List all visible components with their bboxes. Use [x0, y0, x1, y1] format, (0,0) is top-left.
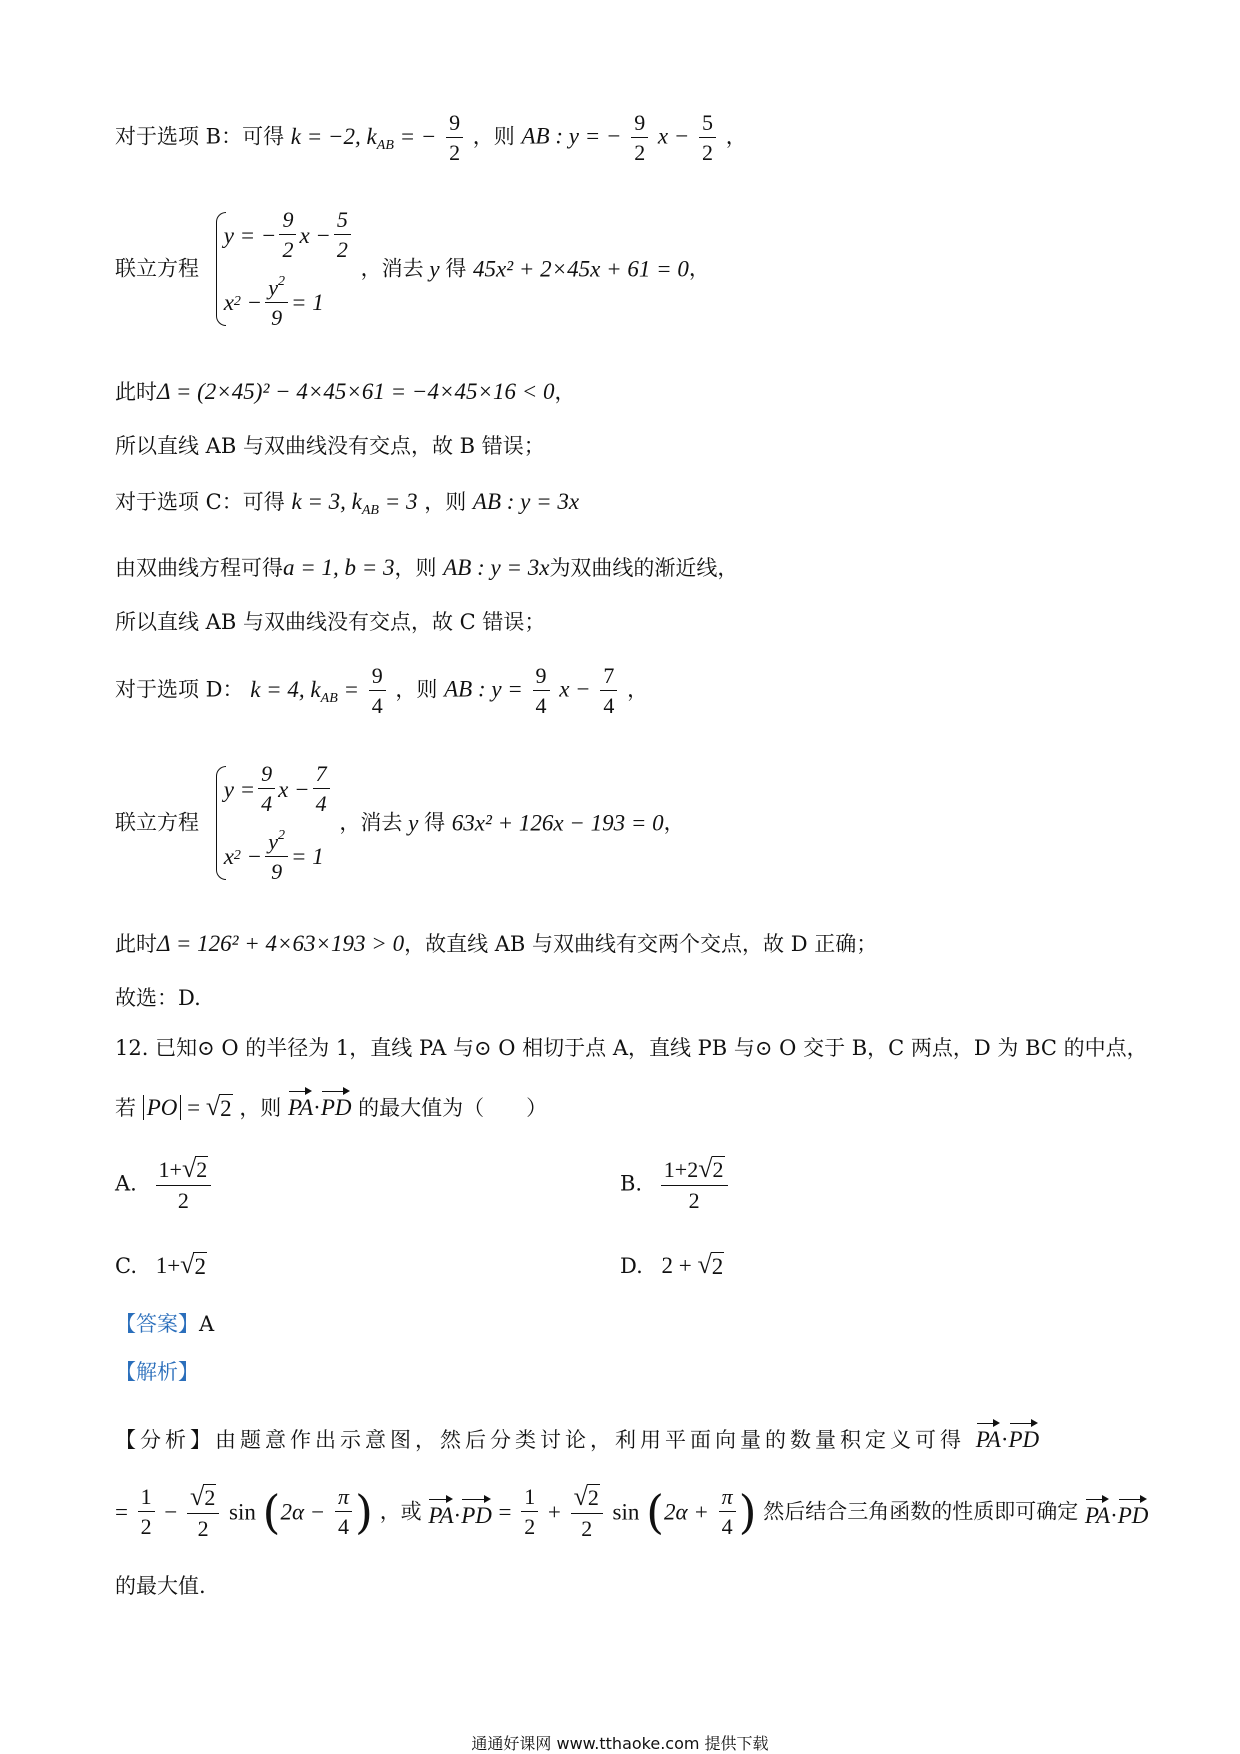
system-d-line: [115, 762, 685, 884]
option-expr: 2 + √ 2: [661, 1250, 724, 1279]
conclusion-c: 所以直线 AB 与双曲线没有交点，故 C 错误；: [115, 610, 546, 634]
analysis-line1: 【分析】由题意作出示意图，然后分类讨论，利用平面向量的数量积定义可得 PA·PD: [115, 1422, 1039, 1451]
equals: =: [181, 1095, 206, 1120]
ab-values: a = 1, b = 3: [283, 555, 395, 580]
system-label: 联立方程: [115, 256, 199, 281]
frac: $\frac{9}{2}$: [631, 112, 648, 164]
vector-pd: PD: [1118, 1498, 1149, 1527]
text: 的最大值为（ ）: [358, 1096, 548, 1120]
vector-pa: PA: [1085, 1498, 1110, 1527]
answer-line: [115, 1314, 214, 1335]
equation-system: y = − $\frac{9}{2}$ x − $\frac{5}{2}$ x 2 − $\frac{y^2}{9}$ = 1: [206, 208, 354, 330]
line-eq-x: x −: [559, 676, 591, 702]
option-label: B.: [620, 1171, 643, 1196]
eliminated-equation: 45x² + 2×45x + 61 = 0: [473, 256, 689, 282]
option-d-line: [115, 665, 648, 717]
analysis-label: 【分析】: [115, 1428, 215, 1452]
text: 得: [424, 810, 446, 835]
option-d[interactable]: [620, 1252, 724, 1278]
frac: $\frac{\pi}{4}$: [719, 1486, 736, 1538]
text: ，则: [239, 1096, 288, 1120]
dot-operator: ·: [313, 1095, 321, 1120]
sqrt: √ 2: [205, 1092, 232, 1121]
frac: $\frac{9}{4}$: [369, 665, 386, 717]
line-eq: AB : y =: [444, 676, 523, 702]
text: 由双曲线方程可得: [115, 556, 283, 580]
analysis-line3: 的最大值.: [115, 1574, 206, 1598]
text: 对于选项 D：: [115, 677, 244, 702]
option-label: D.: [620, 1254, 643, 1278]
text: 得: [445, 256, 467, 281]
punct: ，: [688, 256, 710, 281]
frac: $\frac{1}{2}$: [521, 1486, 538, 1538]
text: ，或: [379, 1499, 422, 1524]
footer-text: 通通好课网 www.tthaoke.com 提供下载: [471, 1734, 769, 1753]
option-c-line: [115, 490, 579, 518]
delta-eq: Δ = (2×45)² − 4×45×61 = −4×45×16 < 0: [157, 379, 555, 404]
frac: $\frac{7}{4}$: [600, 665, 617, 717]
text: 若: [115, 1096, 136, 1120]
abs-po: PO: [143, 1095, 182, 1120]
line-eq: AB : y = 3x: [472, 489, 580, 514]
text: ，则: [424, 490, 473, 514]
question-12-line1: 12. 已知⊙ O 的半径为 1，直线 PA 与⊙ O 相切于点 A，直线 PB 与⊙ O 交于 B，C 两点，D 为 BC 的中点，: [115, 1036, 1148, 1060]
text: ，则: [394, 556, 444, 580]
frac: $\frac{\pi}{4}$: [335, 1486, 352, 1538]
option-a[interactable]: [115, 1156, 214, 1212]
vector-pa: PA: [288, 1090, 313, 1119]
equation-system: y = $\frac{9}{4}$ x − $\frac{7}{4}$ x 2 − $\frac{y^2}{9}$ = 1: [206, 762, 333, 884]
brace-icon: [206, 208, 224, 330]
eliminated-equation: 63x² + 126x − 193 = 0: [451, 810, 664, 836]
var: y: [423, 256, 446, 282]
delta-b-line: [115, 380, 576, 403]
line-eq: AB : y = −: [521, 123, 622, 149]
option-label: A.: [115, 1171, 137, 1196]
choose-line: 故选：D.: [115, 986, 201, 1010]
option-c-line2: [115, 556, 738, 579]
frac: $\frac{1}{2}$: [138, 1486, 155, 1538]
conclusion-b: 所以直线 AB 与双曲线没有交点，故 B 错误；: [115, 434, 545, 458]
delta-d-line: [115, 932, 877, 955]
option-b-label: 对于选项 B：可得: [115, 124, 285, 149]
text: ，消去: [339, 810, 403, 835]
option-c-k: k = 3, $k_{AB} = 3$: [291, 489, 418, 518]
punct: ，: [663, 810, 685, 835]
arg: 2α −: [280, 1499, 326, 1525]
punct: ，: [627, 677, 649, 702]
option-b-line: [115, 112, 747, 164]
frac: $\frac{9}{2}$: [446, 112, 463, 164]
option-b-k: k = −2, $k_{AB}$ = −: [290, 123, 437, 153]
frac: √ 2 2: [187, 1484, 219, 1540]
frac: √ 2 2: [571, 1484, 603, 1540]
vector-pd: PD: [321, 1090, 352, 1119]
answer-value: A: [199, 1312, 215, 1336]
text: 为双曲线的渐近线，: [549, 556, 739, 580]
vector-pd: PD: [1009, 1422, 1040, 1451]
text: 此时: [115, 380, 157, 404]
vector-pa: PA: [428, 1498, 453, 1527]
text: 然后结合三角函数的性质即可确定: [763, 1499, 1079, 1524]
vector-pa: PA: [976, 1422, 1001, 1451]
analysis-tag: 【解析】: [115, 1360, 199, 1384]
analysis-line2: = $\frac{1}{2}$ − √ 2 2 sin (2α − $\frac{\pi}{4}$ ) ，或 PA·PD = $\frac{1}{2}$ + √ 2 2 sin (2α + $\frac{\pi}{4}$ ) 然后结合三角函数的性质即可确定 PA·PD: [115, 1482, 1149, 1541]
text: 对于选项 C：可得: [115, 490, 285, 514]
minus: −: [164, 1499, 178, 1525]
text: 由题意作出示意图，然后分类讨论，利用平面向量的数量积定义可得: [215, 1428, 965, 1452]
option-label: C.: [115, 1254, 137, 1278]
punct: ，: [554, 380, 576, 404]
vector-pd: PD: [461, 1498, 492, 1527]
punct: ，: [725, 124, 747, 149]
sin: sin: [612, 1499, 640, 1525]
delta-eq: Δ = 126² + 4×63×193 > 0: [157, 931, 405, 956]
frac: 1+2 √ 2 2: [661, 1156, 728, 1212]
frac: 1+ √ 2 2: [156, 1156, 212, 1212]
text: ，故直线 AB 与双曲线有交两个交点，故 D 正确；: [404, 932, 878, 956]
answer-tag: 【答案】: [115, 1312, 199, 1336]
option-d-k: k = 4, $k_{AB}$ =: [250, 676, 360, 706]
text: ，则: [395, 677, 445, 702]
line-eq: AB : y = 3x: [443, 555, 550, 580]
brace-icon: [206, 762, 224, 884]
arg: 2α +: [664, 1499, 709, 1525]
frac: $\frac{5}{2}$: [699, 112, 716, 164]
text: ，则: [472, 124, 522, 149]
line-eq-x: x −: [657, 123, 690, 149]
frac: $\frac{9}{4}$: [533, 665, 550, 717]
equals: =: [498, 1499, 512, 1525]
option-b[interactable]: [620, 1156, 731, 1212]
question-12-line2: [115, 1090, 547, 1120]
system-label: 联立方程: [115, 810, 199, 835]
sin: sin: [229, 1499, 256, 1525]
text: 此时: [115, 932, 157, 956]
plus: +: [547, 1499, 561, 1525]
text: ，消去: [360, 256, 424, 281]
var: y: [402, 810, 425, 836]
system-b-line: [115, 208, 710, 330]
option-c[interactable]: [115, 1252, 207, 1278]
option-expr: 1+ √ 2: [155, 1250, 206, 1279]
